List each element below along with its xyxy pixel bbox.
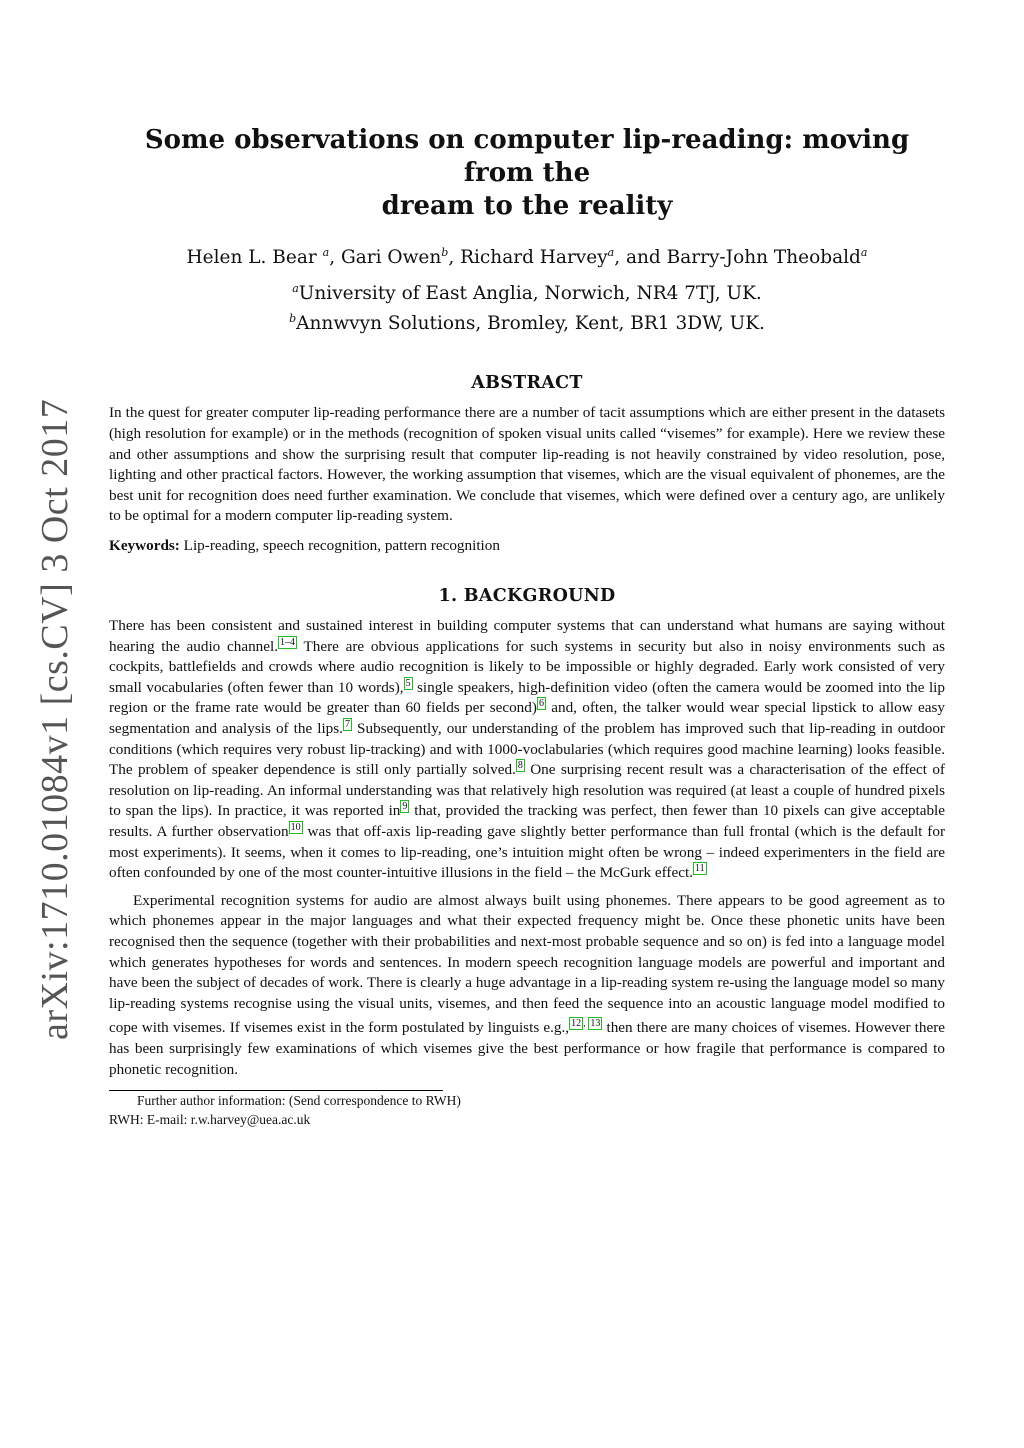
affiliations [109, 276, 945, 336]
text-run: There are obvious applications for such systems in security but also in noisy environments such as cockpits, battlefields and crowds where audio recognition is likely to be impossible or highly degraded. Early work consisted of very small vocabularies (often fewer than 10 words), [109, 637, 945, 696]
affiliation-line [109, 276, 945, 306]
affiliation-line [109, 306, 945, 336]
text-run: that, provided the tracking was perfect, then fewer than 10 pixels can give acceptable results. A further observation [109, 802, 946, 840]
citation-link[interactable]: 7 [344, 718, 350, 730]
author-name: , and Barry-John Theobald [614, 247, 861, 269]
citation-link[interactable]: 8 [517, 760, 523, 772]
author-name: , Richard Harvey [448, 247, 608, 269]
text-run: single speakers, high-definition video (often the camera would be zoomed into the lip region or the frame rate would be greater than 60 fields per second) [109, 678, 945, 717]
paper-page [109, 118, 945, 1129]
footnote-line: Further author information: (Send correspondence to RWH) [137, 1093, 461, 1109]
text-run: Experimental recognition systems for audio are almost always built using phonemes. There appears to be good agreement as to which phonemes appear in the major languages and what their expected frequency might be. Once these phonetic units have been recognised then the sequence (together with their probabilities and next-most probable sequence and so on) is fed into a language model which generates hypotheses for words and sentences. In modern speech recognition language models are powerful and important and have been the subject of decades of work. There is clearly a huge advantage in a lip-reading system re-using the language model so many lip-reading systems recognise using the visual units, visemes, and then feed the sequence into an acoustic language model modified to cope with visemes. If visemes exist in the form postulated by linguists e.g., [109, 891, 945, 1037]
keywords [109, 537, 945, 555]
affiliation-marker: b [441, 246, 449, 259]
arxiv-stamp: arXiv:1710.01084v1 [cs.CV] 3 Oct 2017 [34, 398, 76, 1040]
background-paragraph-2 [109, 891, 945, 1080]
text-run: One surprising recent result was a characterisation of the effect of resolution on lip-reading. An informal understanding was that relatively high resolution was required (at least a couple of hundred pixels to span the lips). In practice, it was reported in [109, 761, 945, 820]
abstract-heading: ABSTRACT [471, 373, 583, 394]
affiliation-marker: a [860, 246, 868, 259]
citation-link[interactable]: 12 [571, 1018, 582, 1030]
background-paragraph-1 [109, 616, 945, 884]
citation-link[interactable]: 5 [405, 677, 411, 689]
keywords-text: Lip-reading, speech recognition, pattern recognition [179, 537, 500, 555]
affiliation-marker: a [607, 246, 615, 259]
text-run: There has been consistent and sustained interest in building computer systems that can understand what humans are saying without hearing the audio channel. [109, 617, 945, 655]
footnote [109, 1091, 945, 1129]
citation-link[interactable]: 11 [695, 863, 705, 875]
affiliation-marker: a [292, 282, 299, 296]
text-run: Subsequently, our understanding of the problem has improved such that lip-reading in outdoor conditions (which requires very robust lip-tracking) and with 1000-voclabularies (which requires good machine learning) looks feasible. The problem of speaker dependence is still only partially solved. [109, 720, 945, 779]
citation-link[interactable]: 9 [402, 801, 408, 813]
affiliation-text: University of East Anglia, Norwich, NR4 7TJ, UK. [298, 283, 762, 305]
affiliation-marker: b [289, 312, 297, 326]
text-run: and, often, the talker would wear special lipstick to allow easy segmentation and analysis of the lips. [109, 699, 945, 737]
citation-link[interactable]: 1–4 [280, 636, 296, 648]
citation-link[interactable]: 13 [590, 1018, 601, 1030]
section-heading-background: 1. BACKGROUND [438, 586, 616, 607]
citation-link[interactable]: 10 [290, 821, 301, 833]
citation-link[interactable]: 6 [538, 698, 544, 710]
affiliation-text: Annwvyn Solutions, Bromley, Kent, BR1 3DW, UK. [296, 313, 765, 335]
title-line-2: dream to the reality [381, 191, 673, 221]
text-run: then there are many choices of visemes. However there has been surprisingly few examinations of which visemes give the best performance or how fragile that performance is compared to phonetic recognition. [109, 1019, 946, 1078]
keywords-label: Keywords: [109, 537, 180, 555]
citation-separator: , [583, 1018, 589, 1030]
author-name: Helen L. Bear [186, 247, 317, 269]
affiliation-marker: a [322, 246, 330, 259]
abstract-text: In the quest for greater computer lip-reading performance there are a number of tacit assumptions which are either present in the datasets (high resolution for example) or in the methods (recognition of spoken visual units called “visemes” for example). Here we review these and other assumptions and show the surprising result that computer lip-reading is not heavily constrained by video resolution, pose, lighting and other practical factors. However, the working assumption that visemes, which are the visual equivalent of phonemes, are the best unit for recognition does need further examination. We conclude that visemes, which were defined over a century ago, are unlikely to be optimal for a modern computer lip-reading system. [109, 404, 945, 525]
text-run: was that off-axis lip-reading gave slightly better performance than full frontal (which is the default for most experiments). It seems, when it comes to lip-reading, one’s intuition might often be wrong – indeed experimenters in the field are often confounded by one of the most counter-intuitive illusions in the field – the McGurk effect. [109, 822, 945, 882]
paper-title [109, 124, 945, 223]
author-list [109, 246, 945, 268]
title-line-1: Some observations on computer lip-reading: moving from the [144, 125, 910, 188]
author-name: , Gari Owen [329, 247, 442, 269]
footnote-email-line: RWH: E-mail: r.w.harvey@uea.ac.uk [109, 1112, 311, 1128]
